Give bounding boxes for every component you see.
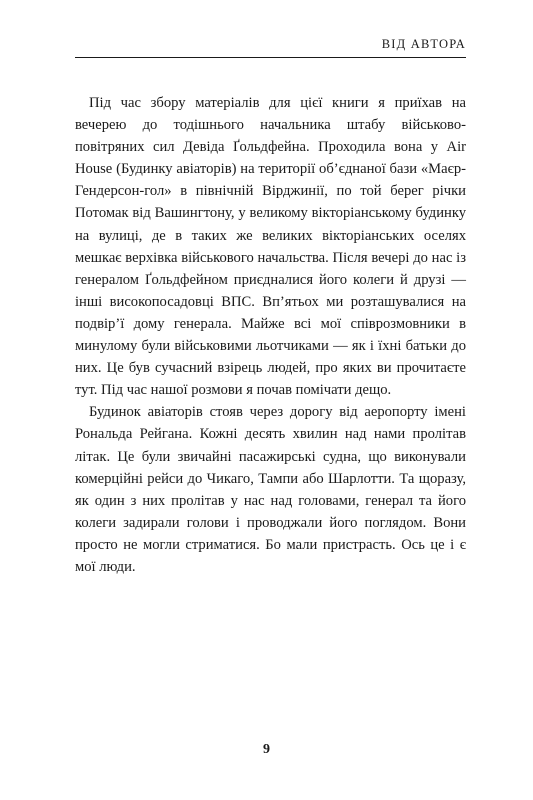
paragraph-1: Під час збору матеріалів для цієї книги я приїхав на вечерею до тодішнього начальника штабу військово-повітряних сил Девіда Ґольдфейна. Проходила вона у Air House (Будинку авіаторів) на території об’єднаної бази «Маєр-Гендерсон-гол» в північній Вірджинії, по той берег річки Потомак від Вашингтону, у великому вікторіанському будинку на вулиці, де в таких же великих вікторіанських оселях мешкає верхівка військового начальства. Після вечері до нас із генералом Ґольдфейном приєдналися його колеги й друзі — інші високопосадовці ВПС. Вп’ятьох ми розташувалися на подвір’ї дому генерала. Майже всі мої співрозмовники в минулому були військовими льотчиками — як і їхні батьки до них. Це був сучасний взірець людей, про яких ви прочитаєте тут. Під час нашої розмови я почав помічати дещо. bbox=[75, 95, 466, 399]
page-number: 9 bbox=[263, 742, 270, 757]
paragraph-2: Будинок авіаторів стояв через дорогу від аеропорту імені Рональда Рейгана. Кожні десять хвилин над нами пролітав літак. Це були звичайні пасажирські судна, що виконували комерційні рейси до Чикаго, Тампи або Шарлотти. Та щоразу, як один з них пролітав у нас над головами, генерал та його колеги задирали голови і проводжали його поглядом. Вони просто не могли стриматися. Бо мали пристрасть. Ось це і є мої люди. bbox=[75, 404, 466, 575]
running-head: ВІД АВТОРА bbox=[381, 37, 466, 51]
header-rule bbox=[75, 57, 466, 58]
body-text bbox=[75, 92, 466, 578]
